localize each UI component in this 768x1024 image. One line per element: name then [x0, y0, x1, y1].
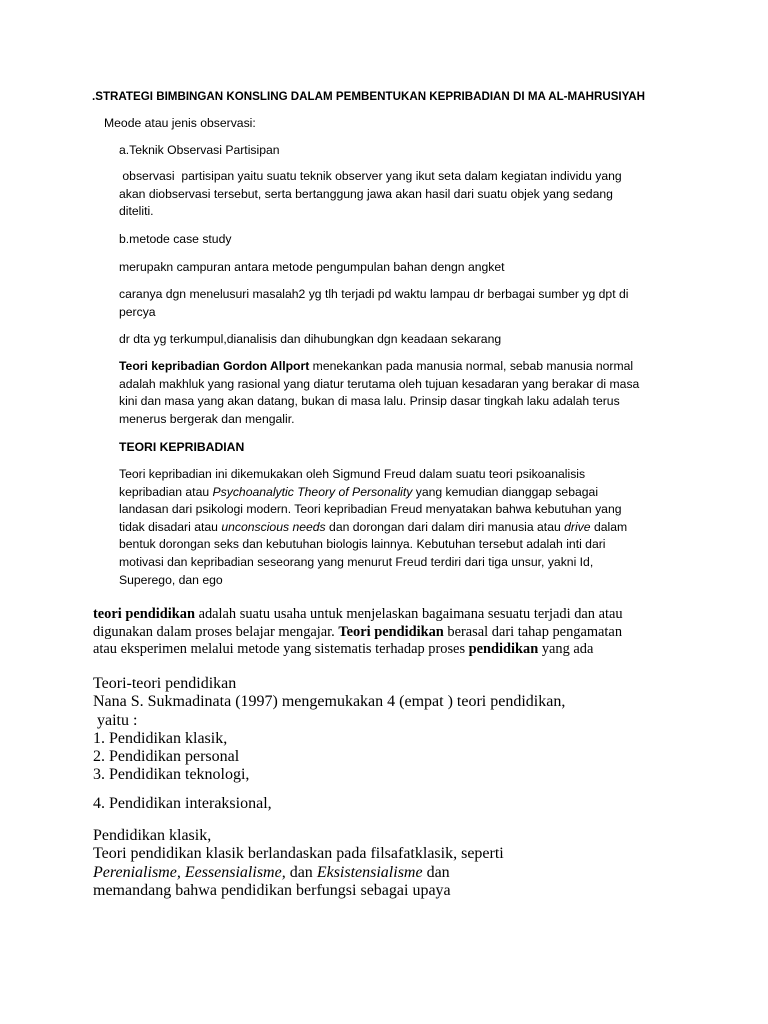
text-run: dalam: [590, 519, 628, 534]
document-title: .STRATEGI BIMBINGAN KONSLING DALAM PEMBENTUKAN KEPRIBADIAN DI MA AL-MAHRUSIYAH: [92, 90, 646, 103]
text-line: [93, 864, 713, 882]
allport-text: menekankan pada manusia normal, sebab manusia normal: [309, 359, 634, 373]
text-run: dan dorongan dari dalam diri manusia atau: [325, 519, 565, 534]
text-line: memandang bahwa pendidikan berfungsi sebagai upaya: [93, 881, 451, 899]
method-b-line3: dr dta yg terkumpul,dianalisis dan dihubungkan dgn keadaan sekarang: [119, 332, 502, 346]
text-line: percya: [119, 304, 156, 319]
text-line: landasan dari psikologi modern. Teori kepribadian Freud menyatakan bahwa kebutuhan yang: [119, 502, 622, 517]
italic-run: Eksistensialisme: [316, 863, 423, 881]
method-b-line1: merupakn campuran antara metode pengumpulan bahan dengn angket: [119, 260, 505, 274]
bold-run: teori pendidikan: [93, 606, 195, 622]
text-run: dan: [422, 863, 450, 881]
list-item: 3. Pendidikan teknologi,: [93, 766, 250, 784]
text-run: atau eksperimen melalui metode yang sistematis terhadap proses: [93, 641, 469, 658]
spacer: [93, 785, 713, 795]
text-line: observasi partisipan yaitu suatu teknik observer yang ikut seta dalam kegiatan individu yang: [119, 169, 622, 183]
section-heading: Teori-teori pendidikan: [93, 675, 237, 692]
text-run: digunakan dalam proses belajar mengajar.: [93, 623, 339, 640]
italic-run: unconscious needs: [221, 519, 326, 534]
method-a-description: [119, 168, 679, 221]
allport-paragraph: [119, 358, 679, 428]
text-run: adalah suatu usaha untuk menjelaskan bagaimana sesuatu terjadi dan atau: [194, 606, 623, 622]
freud-paragraph: [119, 466, 679, 589]
text-line: [93, 606, 693, 624]
bold-run: Teori pendidikan: [338, 623, 444, 640]
teori-pendidikan-paragraph: [93, 606, 693, 659]
text-line: kini dan masa yang akan datang, bukan di masa lalu. Prinsip dasar tingkah laku adalah terus: [119, 394, 620, 409]
list-item: 2. Pendidikan personal: [93, 748, 240, 766]
text-run: tidak disadari atau: [119, 519, 222, 534]
text-line: [119, 519, 679, 537]
text-run: yang kemudian dianggap sebagai: [412, 484, 599, 499]
list-item: 4. Pendidikan interaksional,: [93, 794, 272, 812]
bold-run: pendidikan: [468, 641, 539, 658]
methods-heading: Meode atau jenis observasi:: [104, 116, 256, 130]
italic-run: Psychoanalytic Theory of Personality: [212, 484, 413, 499]
text-line: bentuk dorongan seks dan kebutuhan biologis lainnya. Kebutuhan tersebut adalah inti dari: [119, 537, 606, 552]
text-line: [93, 641, 693, 659]
section-heading: Pendidikan klasik,: [93, 827, 212, 845]
text-run: yang ada: [538, 641, 594, 658]
text-line: diteliti.: [119, 204, 154, 219]
text-line: menerus bergerak dan mengalir.: [119, 411, 295, 426]
text-line: Teori pendidikan klasik berlandaskan pada filsafatklasik, seperti: [93, 845, 504, 863]
text-line: Superego, dan ego: [119, 572, 223, 587]
list-item: 1. Pendidikan klasik,: [93, 729, 228, 747]
method-b-heading: b.metode case study: [119, 232, 232, 246]
text-line: [119, 484, 679, 502]
text-line: Teori kepribadian ini dikemukakan oleh Sigmund Freud dalam suatu teori psikoanalisis: [119, 467, 586, 481]
text-line: akan diobservasi tersebut, serta bertanggung jawa akan hasil dari suatu objek yang sedang: [119, 186, 613, 201]
spacer: [93, 813, 713, 827]
text-line: adalah makhluk yang rasional yang diatur terutama oleh tujuan kesadaran yang berakar di masa: [119, 376, 640, 391]
text-run: kepribadian atau: [119, 484, 213, 499]
text-line: [119, 358, 679, 376]
text-run: dan: [285, 863, 317, 881]
teori-kepribadian-heading: TEORI KEPRIBADIAN: [119, 440, 245, 454]
text-run: berasal dari tahap pengamatan: [443, 623, 623, 640]
allport-bold: Teori kepribadian Gordon Allport: [119, 359, 310, 373]
text-line: motivasi dan kepribadian seseorang yang menurut Freud terdiri dari tiga unsur, yakni Id,: [119, 554, 594, 569]
italic-run: drive: [564, 519, 591, 534]
text-line: Nana S. Sukmadinata (1997) mengemukakan 4 (empat ) teori pendidikan,: [93, 693, 566, 711]
teori-teori-section: [93, 675, 713, 900]
method-b-line2: [119, 286, 679, 321]
text-line: caranya dgn menelusuri masalah2 yg tlh terjadi pd waktu lampau dr berbagai sumber yg dpt di: [119, 287, 629, 301]
italic-run: Perenialisme, Eessensialisme,: [93, 863, 286, 881]
text-line: yaitu :: [93, 711, 138, 729]
method-a-heading: a.Teknik Observasi Partisipan: [119, 143, 280, 157]
text-line: [93, 624, 693, 642]
